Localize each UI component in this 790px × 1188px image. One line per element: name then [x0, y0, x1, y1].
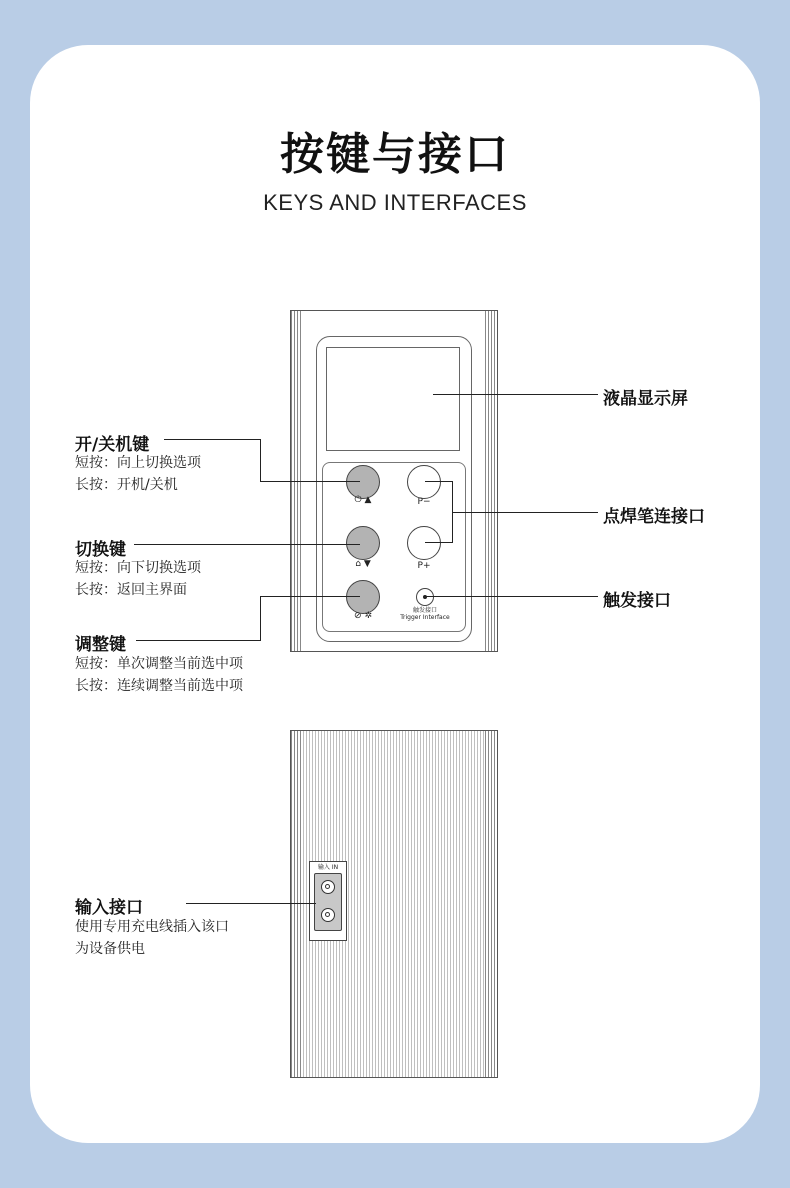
adjust-leader-v [260, 596, 261, 640]
input-port-tag: 输入 IN [317, 864, 339, 871]
input-port-label: 输入接口 [75, 898, 143, 918]
p-plus-label: P+ [417, 561, 431, 571]
adjust-leader-h1 [260, 596, 360, 597]
switch-button-icons [346, 559, 380, 569]
pen-bracket-bottom [425, 542, 453, 543]
adjust-key-long: 长按：连续调整当前选中项 [75, 678, 243, 694]
back-right-fins [485, 731, 497, 1077]
check-circle-icon: ⊘ [354, 611, 362, 621]
switch-key-label: 切换键 [75, 540, 126, 560]
power-leader-h1 [164, 439, 261, 440]
lcd-label: 液晶显示屏 [603, 389, 688, 409]
switch-button[interactable] [346, 526, 380, 560]
input-leader-line [186, 903, 316, 904]
adjust-button[interactable] [346, 580, 380, 614]
page-title: 按键与接口 [280, 129, 510, 180]
switch-leader-line [134, 544, 360, 545]
switch-key-long: 长按：返回主界面 [75, 582, 187, 598]
power-button-icons [346, 495, 380, 505]
power-key-label: 开/关机键 [75, 435, 150, 455]
up-triangle-icon: ▲ [364, 495, 372, 505]
trigger-text-en: Trigger Interface [400, 614, 450, 621]
adjust-leader-h2 [136, 640, 261, 641]
power-key-long: 长按：开机/关机 [75, 477, 178, 493]
adjust-button-icons [346, 611, 380, 621]
lcd-screen [326, 347, 460, 451]
lcd-leader-line [433, 394, 598, 395]
home-icon: ⌂ [355, 559, 361, 569]
input-port-desc-2: 为设备供电 [75, 941, 145, 957]
power-button[interactable] [346, 465, 380, 499]
p-plus-button[interactable] [407, 526, 441, 560]
gear-icon: ✲ [364, 611, 372, 621]
adjust-key-label: 调整键 [75, 635, 126, 655]
power-leader-h2 [260, 481, 360, 482]
pen-bracket-top [425, 481, 453, 482]
trigger-text-cn: 触发接口 [412, 607, 437, 614]
trigger-port[interactable] [416, 588, 434, 606]
p-minus-button[interactable] [407, 465, 441, 499]
power-leader-v [260, 439, 261, 482]
page-subtitle: KEYS AND INTERFACES [263, 190, 527, 215]
input-port-desc-1: 使用专用充电线插入该口 [75, 919, 229, 935]
down-triangle-icon: ▼ [363, 559, 371, 569]
switch-key-short: 短按：向下切换选项 [75, 560, 201, 576]
adjust-key-short: 短按：单次调整当前选中项 [75, 656, 243, 672]
back-left-fins [291, 731, 303, 1077]
pen-port-label: 点焊笔连接口 [603, 507, 705, 527]
power-icon: ⏻ [354, 495, 362, 505]
trigger-port-label: 触发接口 [603, 591, 671, 611]
p-minus-label: P− [417, 497, 431, 507]
right-fins [485, 311, 497, 651]
power-key-short: 短按：向上切换选项 [75, 455, 201, 471]
input-pin-top [321, 880, 335, 894]
input-pin-bottom [321, 908, 335, 922]
trigger-leader-line [425, 596, 598, 597]
pen-leader-line [452, 512, 598, 513]
